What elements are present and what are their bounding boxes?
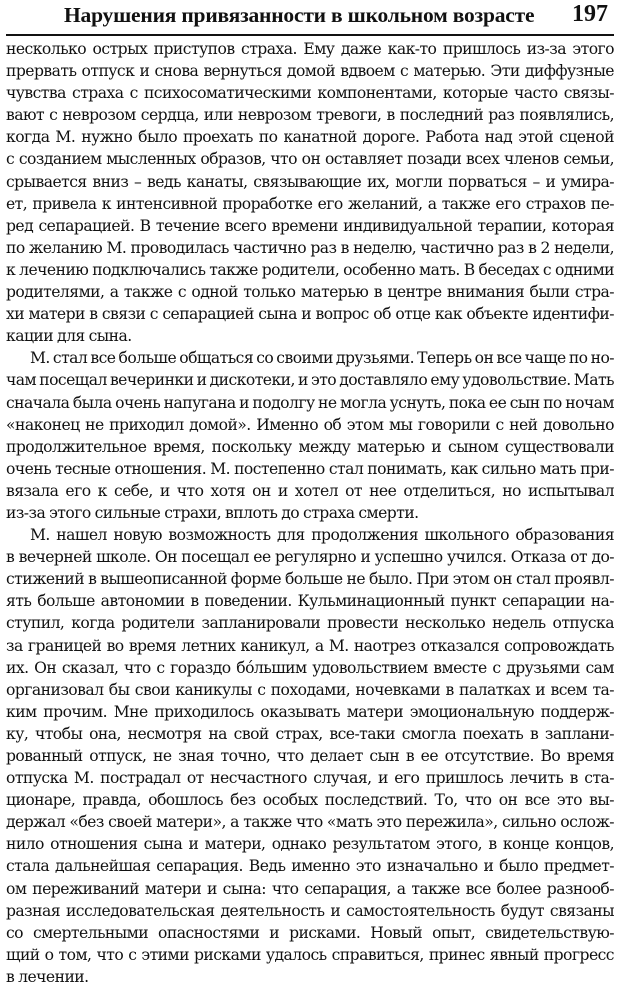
text-line: хи матери в связи с сепарацией сына и вопрос об отце как объекте идентифи- — [6, 305, 614, 324]
text-line: сначала была очень напугана и подолгу не могла уснуть, пока ее сын по ночам — [6, 393, 614, 412]
text-line: рованный отпуск, не зная точно, что делает сын в ее отсутствие. Во время — [6, 747, 614, 765]
paragraph — [6, 347, 614, 524]
text-line: ку, чтобы она, несмотря на свой страх, все-таки смогла поехать в заплани- — [6, 724, 614, 743]
text-line: в вечерней школе. Он посещал ее регулярно и успешно учился. Отказа от до- — [6, 548, 614, 567]
text-line: чувства страха с психосоматическими компонентами, которые часто связы- — [6, 84, 614, 103]
text-line: прервать отпуск и снова вернуться домой вдвоем с матерью. Эти диффузные — [6, 62, 614, 81]
text-line: по желанию М. проводилась частично раз в неделю, частично раз в 2 недели, — [6, 238, 614, 257]
text-line: стала дальнейшая сепарация. Ведь именно это изначально и было предмет- — [6, 857, 614, 876]
text-line: в лечении. — [6, 967, 89, 986]
chapter-title: Нарушения привязанности в школьном возрасте — [64, 3, 535, 27]
text-line: ять больше автономии в поведении. Кульминационный пункт сепарации на- — [6, 592, 614, 611]
text-line: из-за этого сильные страхи, вплоть до страха смерти. — [6, 503, 419, 522]
text-line: разная исследовательская деятельность и самостоятельность будут связаны — [6, 901, 614, 920]
text-line: несколько острых приступов страха. Ему даже как-то пришлось из-за этого — [6, 40, 614, 58]
text-line: ет, привела к интенсивной проработке его желаний, а также его страхов пе- — [6, 194, 614, 213]
paragraph — [6, 38, 614, 347]
text-line: срывается вниз – ведь канаты, связывающие их, могли порваться – и умира- — [6, 172, 614, 191]
text-line: когда М. нужно было проехать по канатной дороге. Работа над этой сценой — [6, 128, 614, 147]
text-line: к лечению подключались также родители, особенно мать. В беседах с одними — [6, 260, 614, 279]
running-header — [6, 0, 614, 36]
text-line: «наконец не приходил домой». Именно об этом мы говорили с ней довольно — [6, 415, 614, 434]
text-line: за границей во время летних каникул, а М. наотрез отказался сопровождать — [6, 636, 614, 655]
text-line: М. стал все больше общаться со своими друзьями. Теперь он все чаще по но- — [30, 349, 614, 368]
text-line: чам посещал вечеринки и дискотеки, и это доставляло ему удовольствие. Мать — [6, 371, 614, 390]
body-text — [6, 38, 614, 988]
text-line: кации для сына. — [6, 327, 132, 346]
paragraph — [6, 524, 614, 988]
text-line: организовал бы свои каникулы с походами, ночевками в палатках и всем та- — [6, 680, 614, 699]
page-number: 197 — [572, 1, 608, 27]
text-line: держал «без своей матери», а также что «мать это пережила», сильно ослож- — [6, 813, 614, 832]
text-line: продолжительное время, поскольку между матерью и сыном существовали — [6, 437, 614, 456]
text-line: стижений в вышеописанной форме больше не было. При этом он стал проявл- — [6, 570, 614, 589]
text-line: ом переживаний матери и сына: что сепарация, а также все более разнооб- — [6, 879, 614, 898]
text-line: их. Он сказал, что с гораздо бóльшим удовольствием вместе с друзьями сам — [6, 658, 614, 677]
text-line: родителями, а также с одной только матерью в центре внимания были стра- — [6, 283, 614, 302]
text-line: с созданием мысленных образов, что он оставляет позади всех членов семьи, — [6, 150, 614, 169]
text-line: очень тесные отношения. М. постепенно стал понимать, как сильно мать при- — [6, 459, 614, 478]
text-line: нило отношения сына и матери, однако результатом этого, в конце концов, — [6, 835, 614, 854]
text-line: М. нашел новую возможность для продолжения школьного образования — [30, 526, 614, 545]
text-line: ционаре, правда, обошлось без особых последствий. То, что он все это вы- — [6, 791, 614, 810]
text-line: щий о том, что с этими рисками удалось справиться, принес явный прогресс — [6, 945, 614, 964]
text-line: отпуска М. пострадал от несчастного случая, и его пришлось лечить в ста- — [6, 769, 614, 788]
text-line: вязала его к себе, и что хотя он и хотел от нее отделиться, но испытывал — [6, 481, 614, 500]
text-line: ред сепарацией. В течение всего времени индивидуальной терапии, которая — [6, 216, 614, 235]
text-line: ступил, когда родители запланировали провести несколько недель отпуска — [6, 614, 614, 633]
text-line: ким прочим. Мне приходилось оказывать матери эмоциональную поддерж- — [6, 702, 614, 721]
text-line: со смертельными опасностями и рисками. Новый опыт, свидетельствую- — [6, 923, 614, 942]
text-line: вают с неврозом сердца, или неврозом тревоги, в последний раз появлялись, — [6, 106, 614, 125]
